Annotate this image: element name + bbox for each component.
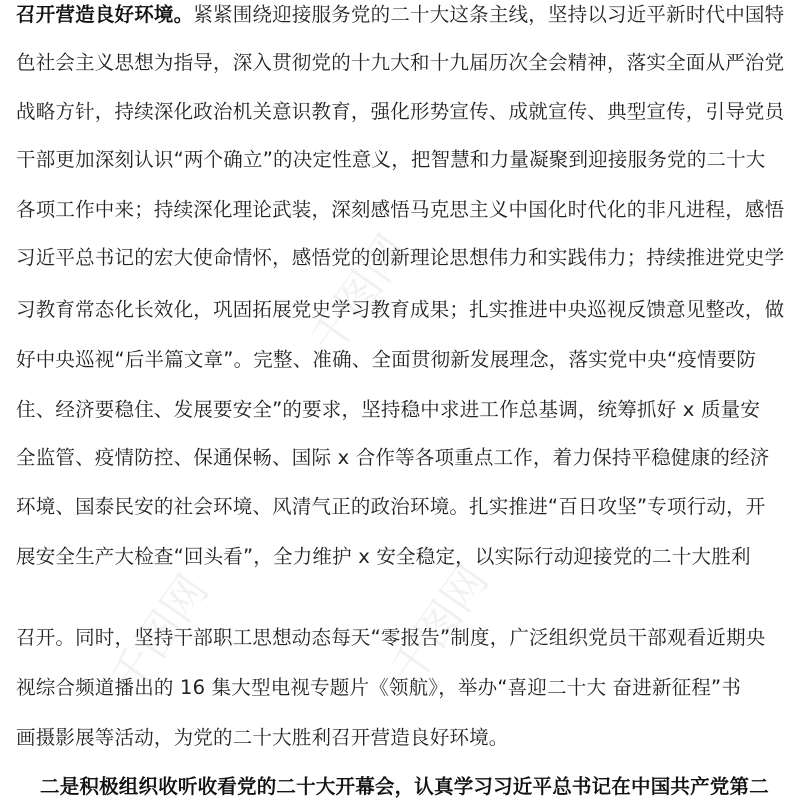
text-line: 全监管、疫情防控、保通保畅、国际 x 合作等各项重点工作，着力保持平稳健康的经济 bbox=[16, 446, 770, 469]
section-lead: 召开营造良好环境。 bbox=[16, 3, 194, 26]
text-line: 住、经济要稳住、发展要安全”的要求，坚持稳中求进工作总基调，统筹抓好 x 质量安 bbox=[16, 398, 761, 421]
text-line: 各项工作中来；持续深化理论武装，深刻感悟马克思主义中国化时代化的非凡进程，感悟 bbox=[16, 198, 785, 221]
text-line: 习教育常态化长效化，巩固拓展党史学习教育成果；扎实推进中央巡视反馈意见整改，做 bbox=[16, 298, 785, 321]
text-line: 环境、国泰民安的社会环境、风清气正的政治环境。扎实推进“百日攻坚”专项行动，开 bbox=[16, 495, 766, 518]
text-line: 干部更加深刻认识“两个确立”的决定性意义，把智慧和力量凝聚到迎接服务党的二十大 bbox=[16, 148, 766, 171]
text-line: 习近平总书记的宏大使命情怀，感悟党的创新理论思想伟力和实践伟力；持续推进党史学 bbox=[16, 246, 785, 269]
text-line: 展安全生产大检查“回头看”，全力维护 x 安全稳定，以实际行动迎接党的二十大胜利 bbox=[16, 545, 751, 568]
watermark: 千图网 bbox=[100, 565, 219, 704]
text-line: 视综合频道播出的 16 集大型电视专题片《领航》，举办“喜迎二十大 奋进新征程”书 bbox=[16, 676, 742, 699]
text-line: 画摄影展等活动，为党的二十大胜利召开营造良好环境。 bbox=[16, 726, 509, 749]
watermark: 千图网 bbox=[300, 225, 419, 364]
text-line: 色社会主义思想为指导，深入贯彻党的十九大和十九届历次全会精神，落实全面从严治党 bbox=[16, 51, 785, 74]
text-line: 召开。同时，坚持干部职工思想动态每天“零报告”制度，广泛组织党员干部观看近期央 bbox=[16, 626, 766, 649]
text-line: 战略方针，持续深化政治机关意识教育，强化形势宣传、成就宣传、典型宣传，引导党员 bbox=[16, 100, 785, 123]
section-heading: 二是积极组织收听收看党的二十大开幕会，认真学习习近平总书记在中国共产党第二 bbox=[40, 775, 769, 798]
text-line: 好中央巡视“后半篇文章”。完整、准确、全面贯彻新发展理念，落实党中央“疫情要防 bbox=[16, 348, 757, 371]
text-line: 召开营造良好环境。紧紧围绕迎接服务党的二十大这条主线，坚持以习近平新时代中国特 bbox=[16, 3, 785, 26]
watermark: 千图网 bbox=[380, 555, 499, 694]
